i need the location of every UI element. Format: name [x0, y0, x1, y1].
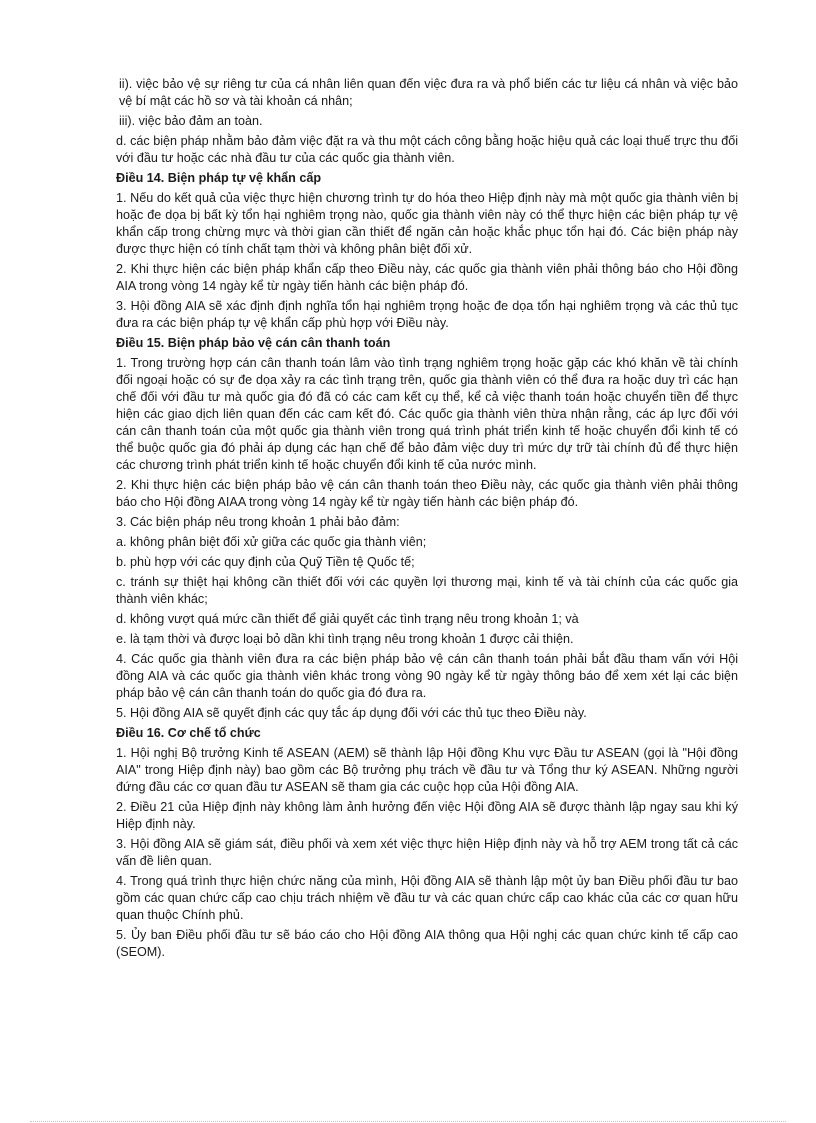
page-bottom-rule	[30, 1121, 786, 1122]
paragraph: a. không phân biệt đối xử giữa các quốc gia thành viên;	[116, 535, 427, 549]
paragraph: 4. Các quốc gia thành viên đưa ra các biện pháp bảo vệ cán cân thanh toán phải bắt đầu tham vấn với Hội đồng AIA và các quốc gia thành viên khác trong vòng 90 ngày kể từ ngày thông báo để xem xét lại các biện pháp bảo vệ cán cân thanh toán do quốc gia đó đưa ra.	[116, 652, 738, 700]
paragraph: 3. Các biện pháp nêu trong khoản 1 phải bảo đảm:	[116, 515, 400, 529]
article-heading: Điều 15. Biện pháp bảo vệ cán cân thanh toán	[116, 336, 391, 350]
paragraph: e. là tạm thời và được loại bỏ dần khi tình trạng nêu trong khoản 1 được cải thiện.	[116, 632, 574, 646]
paragraph: iii). việc bảo đảm an toàn.	[119, 114, 263, 128]
article-heading: Điều 16. Cơ chế tổ chức	[116, 726, 261, 740]
paragraph: c. tránh sự thiệt hại không cần thiết đối với các quyền lợi thương mại, kinh tế và tài chính của các quốc gia thành viên khác;	[116, 575, 738, 606]
paragraph: 1. Nếu do kết quả của việc thực hiện chương trình tự do hóa theo Hiệp định này mà một quốc gia thành viên bị hoặc đe dọa bị bất kỳ tổn hại nghiêm trọng nào, quốc gia thành viên này có thể thực hiện các biện pháp tự vệ khẩn cấp trong chừng mực và thời gian cần thiết để ngăn cản hoặc khắc phục tổn hại đó. Các biện pháp này được thực hiện có tính chất tạm thời và không phân biệt đối xử.	[116, 191, 738, 256]
paragraph: ii). việc bảo vệ sự riêng tư của cá nhân liên quan đến việc đưa ra và phổ biến các tư liệu cá nhân và việc bảo vệ bí mật các hồ sơ và tài khoản cá nhân;	[119, 77, 738, 108]
article-heading: Điều 14. Biện pháp tự vệ khẩn cấp	[116, 171, 322, 185]
paragraph: 2. Khi thực hiện các biện pháp khẩn cấp theo Điều này, các quốc gia thành viên phải thông báo cho Hội đồng AIA trong vòng 14 ngày kể từ ngày tiến hành các biện pháp đó.	[116, 262, 738, 293]
paragraph: 1. Hội nghị Bộ trưởng Kinh tế ASEAN (AEM) sẽ thành lập Hội đồng Khu vực Đầu tư ASEAN (gọi là "Hội đồng AIA" trong Hiệp định này) bao gồm các Bộ trưởng phụ trách về đầu tư và Tổng thư ký ASEAN. Những người đứng đầu các cơ quan đầu tư ASEAN sẽ tham gia các cuộc họp của Hội đồng AIA.	[116, 746, 738, 794]
paragraph: 5. Ủy ban Điều phối đầu tư sẽ báo cáo cho Hội đồng AIA thông qua Hội nghị các quan chức kinh tế cấp cao (SEOM).	[116, 928, 738, 959]
paragraph: d. không vượt quá mức cần thiết để giải quyết các tình trạng nêu trong khoản 1; và	[116, 612, 579, 626]
paragraph: 4. Trong quá trình thực hiện chức năng của mình, Hội đồng AIA sẽ thành lập một ủy ban Điều phối đầu tư bao gồm các quan chức cấp cao chịu trách nhiệm về đầu tư và các quan chức cấp cao khác của các cơ quan hữu quan thuộc Chính phủ.	[116, 874, 738, 922]
paragraph: 1. Trong trường hợp cán cân thanh toán lâm vào tình trạng nghiêm trọng hoặc gặp các khó khăn về tài chính đối ngoại hoặc có sự đe dọa xảy ra các tình trạng trên, quốc gia thành viên có thể đưa ra hoặc duy trì các hạn chế đối với đầu tư mà quốc gia đó đã có các cam kết cụ thể, kể cả việc thanh toán hoặc chuyển tiền để thực hiện các giao dịch liên quan đến các cam kết đó. Các quốc gia thành viên thừa nhận rằng, các áp lực đối với cán cân thanh toán của một quốc gia thành viên trong quá trình phát triển kinh tế hoặc chuyển đổi kinh tế có thể buộc quốc gia đó phải áp dụng các hạn chế để bảo đảm việc duy trì mức dự trữ tài chính đủ để thực hiện các chương trình phát triển kinh tế hoặc chuyển đổi kinh tế của nước mình.	[116, 356, 738, 472]
paragraph: d. các biện pháp nhằm bảo đảm việc đặt ra và thu một cách công bằng hoặc hiệu quả các loại thuế trực thu đối với đầu tư hoặc các nhà đầu tư của các quốc gia thành viên.	[116, 134, 738, 165]
paragraph: 3. Hội đồng AIA sẽ xác định định nghĩa tổn hại nghiêm trọng hoặc đe dọa tổn hại nghiêm trọng và các thủ tục đưa ra các biện pháp tự vệ khẩn cấp phù hợp với Điều này.	[116, 299, 738, 330]
document-page	[116, 76, 738, 964]
paragraph: 3. Hội đồng AIA sẽ giám sát, điều phối và xem xét việc thực hiện Hiệp định này và hỗ trợ AEM trong tất cả các vấn đề liên quan.	[116, 837, 738, 868]
paragraph: 5. Hội đồng AIA sẽ quyết định các quy tắc áp dụng đối với các thủ tục theo Điều này.	[116, 706, 587, 720]
paragraph: 2. Khi thực hiện các biện pháp bảo vệ cán cân thanh toán theo Điều này, các quốc gia thành viên phải thông báo cho Hội đồng AIAA trong vòng 14 ngày kể từ ngày tiến hành các biện pháp đó.	[116, 478, 738, 509]
paragraph: 2. Điều 21 của Hiệp định này không làm ảnh hưởng đến việc Hội đồng AIA sẽ được thành lập ngay sau khi ký Hiệp định này.	[116, 800, 738, 831]
paragraph: b. phù hợp với các quy định của Quỹ Tiền tệ Quốc tế;	[116, 555, 415, 569]
